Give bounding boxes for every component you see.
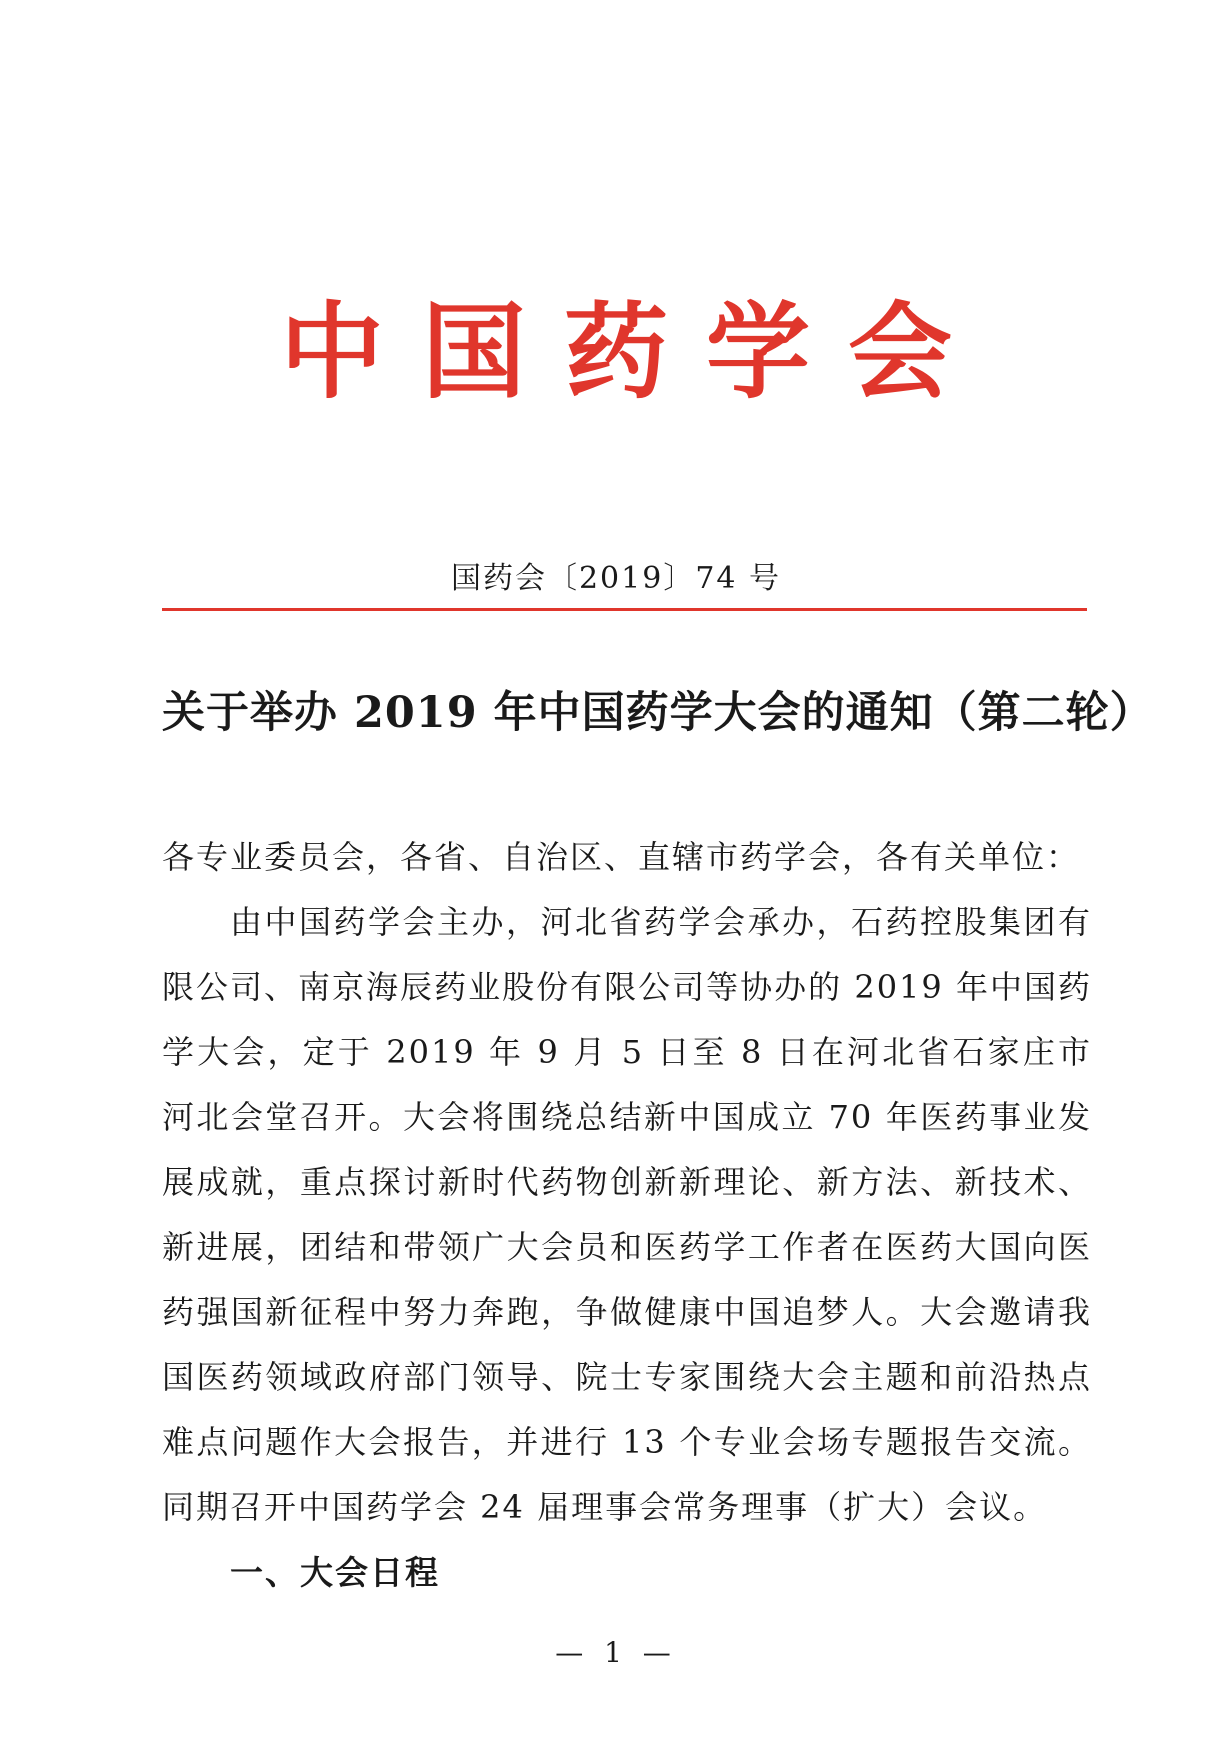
page-number: — 1 — xyxy=(555,1636,677,1669)
salutation: 各专业委员会，各省、自治区、直辖市药学会，各有关单位： xyxy=(162,838,1081,876)
organization-letterhead: 中国药学会 xyxy=(279,290,990,413)
document-number: 国药会〔2019〕74 号 xyxy=(450,561,782,596)
section-heading: 一、大会日程 xyxy=(230,1553,440,1592)
document-body xyxy=(162,825,1092,1540)
document-title: 关于举办 2019 年中国药学大会的通知（第二轮） xyxy=(162,688,1154,738)
red-divider-line xyxy=(162,608,1087,611)
body-paragraph: 由中国药学会主办，河北省药学会承办，石药控股集团有限公司、南京海辰药业股份有限公司等协办的 2019 年中国药学大会，定于 2019 年 9 月 5 日至 8 日在河北省石家庄市河北会堂召开。大会将围绕总结新中国成立 70 年医药事业发展成就，重点探讨新时代药物创新新理论、新方法、新技术、新进展，团结和带领广大会员和医药学工作者在医药大国向医药强国新征程中努力奔跑，争做健康中国追梦人。大会邀请我国医药领域政府部门领导、院士专家围绕大会主题和前沿热点难点问题作大会报告，并进行 13 个专业会场专题报告交流。同期召开中国药学会 24 届理事会常务理事（扩大）会议。 xyxy=(162,903,1092,1526)
